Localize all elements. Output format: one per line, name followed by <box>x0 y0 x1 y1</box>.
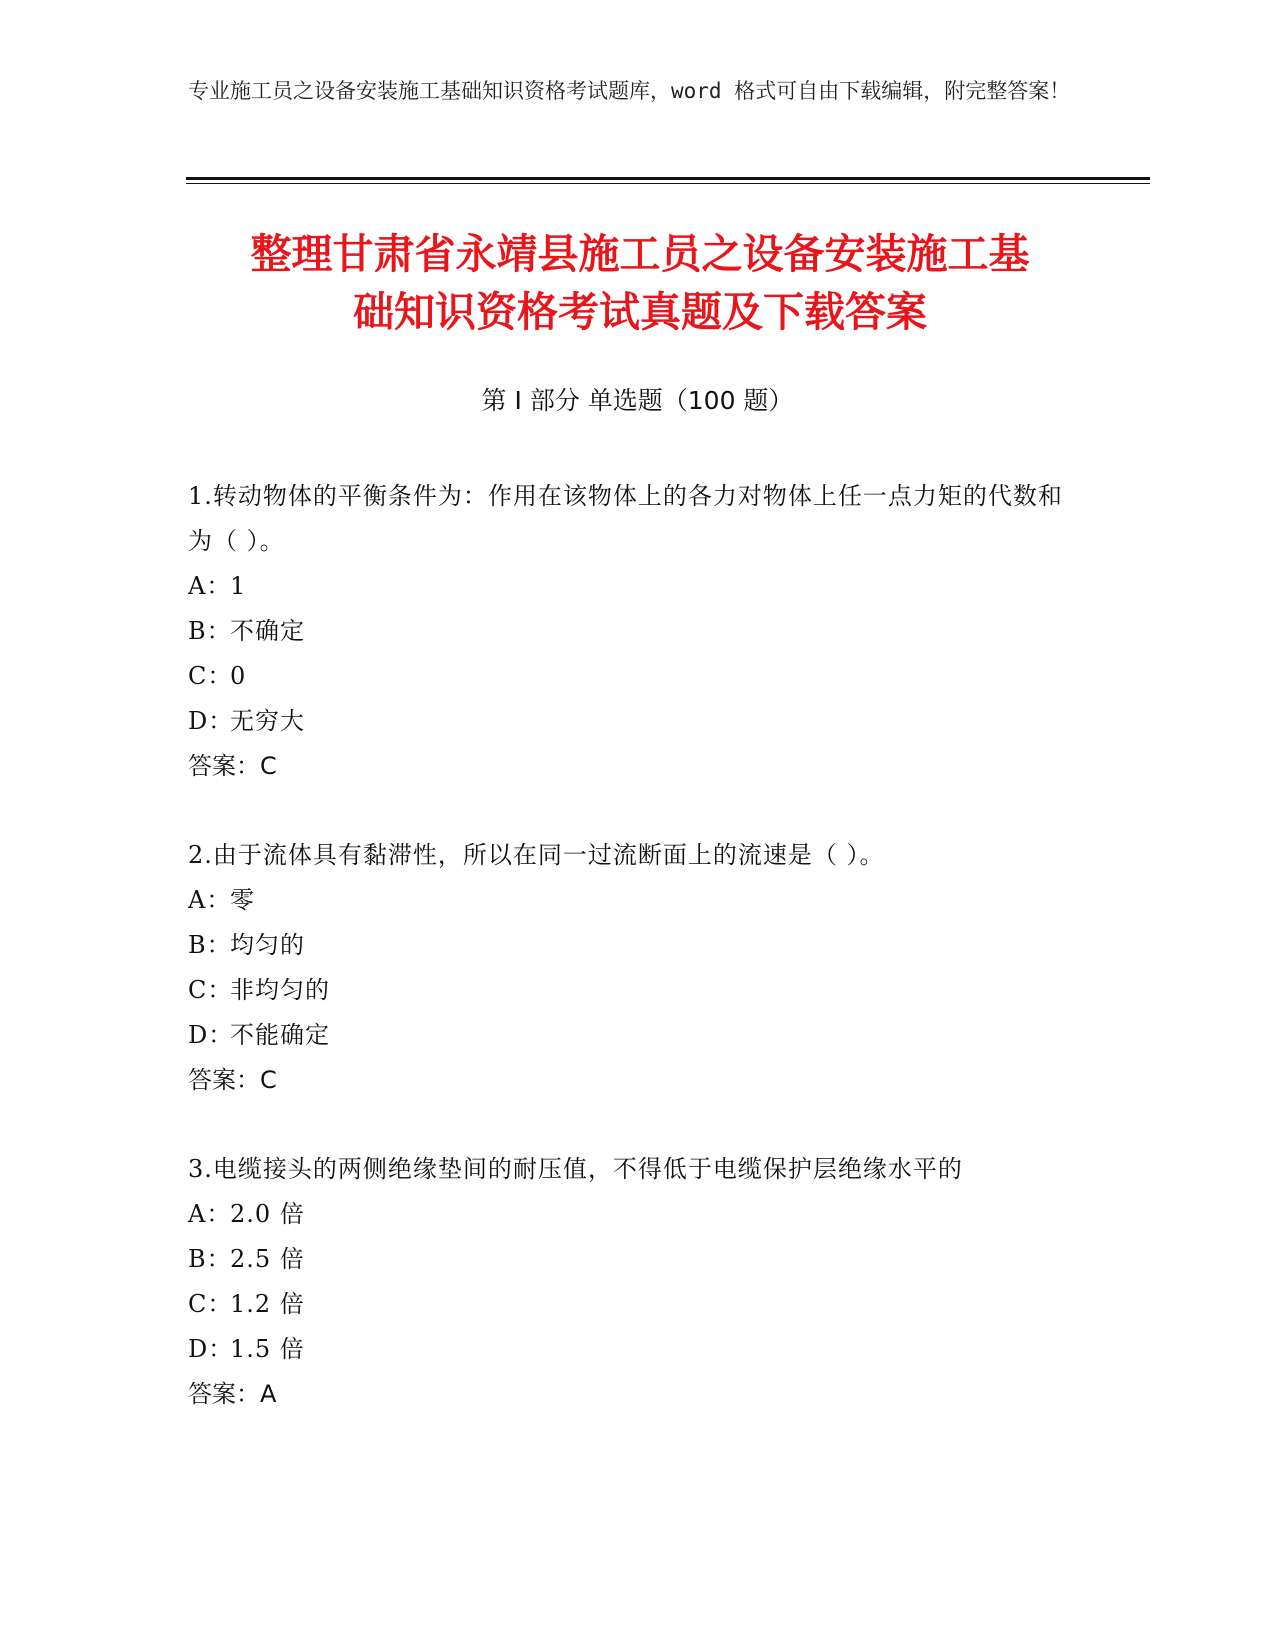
answer-line: 答案：A <box>188 1380 277 1408</box>
option-key: D： <box>188 1021 234 1049</box>
option-text: 非均匀的 <box>230 976 330 1004</box>
option-text: 1 <box>230 572 247 600</box>
option-key: D： <box>188 1335 234 1363</box>
question-stem: 3.电缆接头的两侧绝缘垫间的耐压值，不得低于电缆保护层绝缘水平的 <box>188 1155 963 1183</box>
option-b <box>188 609 1068 654</box>
option-text: 零 <box>230 886 255 914</box>
option-c <box>188 654 1068 699</box>
question-item <box>188 1147 1068 1417</box>
question-item <box>188 833 1068 1103</box>
option-text: 2.5 倍 <box>230 1245 305 1273</box>
option-b <box>188 1237 1068 1282</box>
option-text: 1.2 倍 <box>230 1290 305 1318</box>
question-stem: 1.转动物体的平衡条件为：作用在该物体上的各力对物体上任一点力矩的代数和为（ ）。 <box>188 482 1063 555</box>
option-text: 0 <box>230 662 247 690</box>
option-key: C： <box>188 976 233 1004</box>
option-b <box>188 923 1068 968</box>
option-d <box>188 1327 1068 1372</box>
option-a <box>188 1192 1068 1237</box>
option-text: 1.5 倍 <box>230 1335 305 1363</box>
option-key: B： <box>188 617 232 645</box>
document-title-line-1: 整理甘肃省永靖县施工员之设备安装施工基 <box>250 230 1030 278</box>
option-a <box>188 878 1068 923</box>
answer-line: 答案：C <box>188 752 277 780</box>
option-key: C： <box>188 1290 233 1318</box>
option-d <box>188 1013 1068 1058</box>
option-text: 2.0 倍 <box>230 1200 305 1228</box>
header-note: 专业施工员之设备安装施工基础知识资格考试题库，word 格式可自由下载编辑，附完整答案！ <box>188 79 1071 103</box>
option-key: B： <box>188 1245 232 1273</box>
option-key: C： <box>188 662 233 690</box>
option-text: 不能确定 <box>230 1021 330 1049</box>
answer-line: 答案：C <box>188 1066 277 1094</box>
option-key: B： <box>188 931 232 959</box>
option-c <box>188 1282 1068 1327</box>
option-key: A： <box>188 1200 232 1228</box>
option-c <box>188 968 1068 1013</box>
document-title-line-2: 础知识资格考试真题及下载答案 <box>353 288 927 336</box>
question-stem: 2.由于流体具有黏滞性，所以在同一过流断面上的流速是（ ）。 <box>188 841 885 869</box>
option-a <box>188 564 1068 609</box>
section-title: 第 I 部分 单选题（100 题） <box>481 386 794 415</box>
question-item <box>188 474 1068 789</box>
header-divider-thick <box>186 177 1150 180</box>
option-d <box>188 699 1068 744</box>
option-key: A： <box>188 886 232 914</box>
option-key: D： <box>188 707 234 735</box>
document-title <box>150 225 1130 341</box>
option-text: 均匀的 <box>230 931 305 959</box>
question-list <box>188 474 1068 1461</box>
option-key: A： <box>188 572 232 600</box>
option-text: 无穷大 <box>230 707 305 735</box>
header-divider-thin <box>186 183 1150 184</box>
option-text: 不确定 <box>230 617 305 645</box>
